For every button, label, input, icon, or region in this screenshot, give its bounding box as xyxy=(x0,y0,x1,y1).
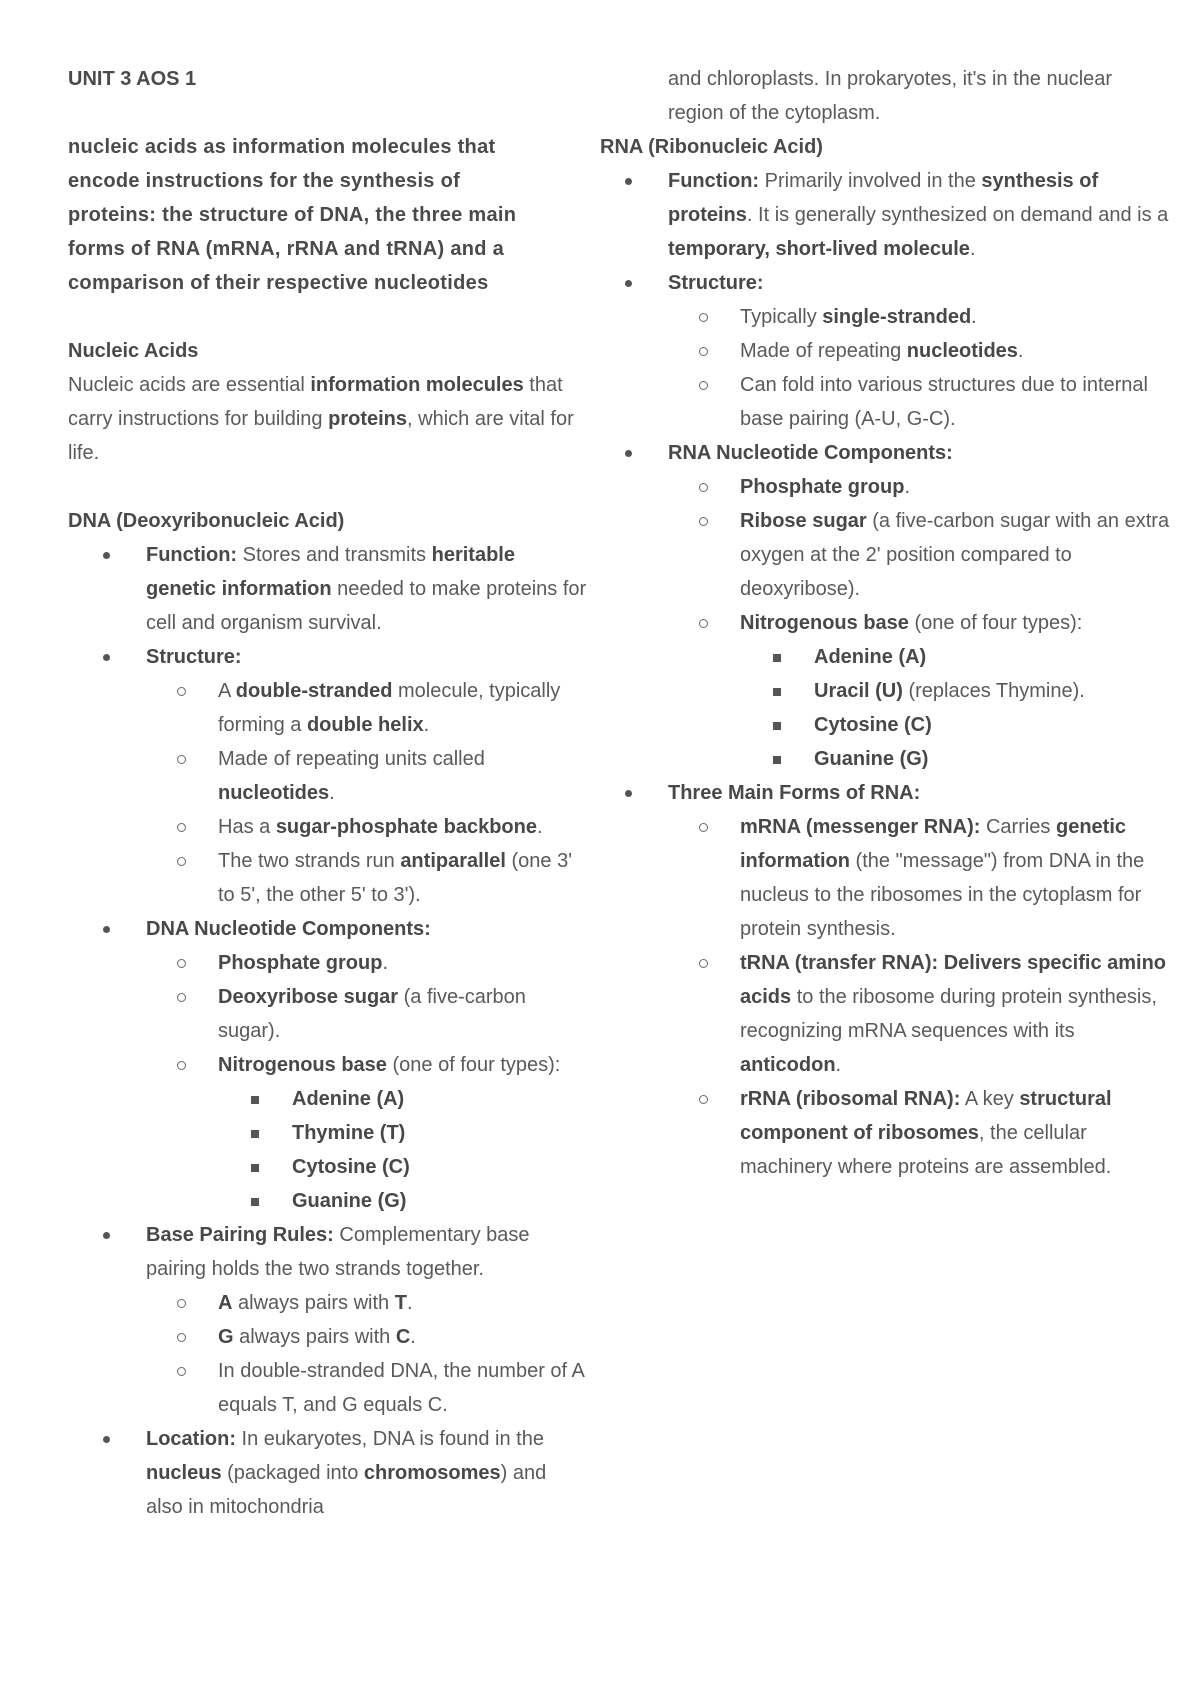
nucleic-acids-heading: Nucleic Acids xyxy=(68,340,199,362)
right-column xyxy=(600,62,1172,1184)
list-item: Can fold into various structures due to internal base pairing (A-U, G-C). xyxy=(590,368,1172,436)
list-item: G always pairs with C. xyxy=(68,1320,588,1354)
rna-components-item: RNA Nucleotide Components: xyxy=(590,436,1172,470)
list-item: Made of repeating nucleotides. xyxy=(590,334,1172,368)
dna-structure-item: Structure: xyxy=(68,640,588,674)
list-item: Nitrogenous base (one of four types): xyxy=(590,606,1172,640)
list-item: Nitrogenous base (one of four types): xyxy=(68,1048,588,1082)
list-item: Adenine (A) xyxy=(68,1082,588,1116)
dna-components-item: DNA Nucleotide Components: xyxy=(68,912,588,946)
list-item: Adenine (A) xyxy=(590,640,1172,674)
dna-list xyxy=(68,538,588,1524)
rrna-item: rRNA (ribosomal RNA): A key structural component of ribosomes, the cellular machinery where proteins are assembled. xyxy=(590,1082,1172,1184)
list-item: The two strands run antiparallel (one 3' to 5', the other 5' to 3'). xyxy=(68,844,588,912)
document-title: UNIT 3 AOS 1 xyxy=(68,68,197,90)
dna-pairing-item: Base Pairing Rules: Complementary base pairing holds the two strands together. xyxy=(68,1218,588,1286)
trna-item: tRNA (transfer RNA): Delivers specific amino acids to the ribosome during protein synthesis, recognizing mRNA sequences with its anticodon. xyxy=(590,946,1172,1082)
document-subtitle: nucleic acids as information molecules that encode instructions for the synthesis of proteins: the structure of DNA, the three main forms of RNA (mRNA, rRNA and tRNA) and a comparison of their respective nucleotides xyxy=(68,136,517,294)
list-item: A always pairs with T. xyxy=(68,1286,588,1320)
list-item: In double-stranded DNA, the number of A equals T, and G equals C. xyxy=(68,1354,588,1422)
dna-heading: DNA (Deoxyribonucleic Acid) xyxy=(68,510,345,532)
list-item: Ribose sugar (a five-carbon sugar with an extra oxygen at the 2' position compared to deoxyribose). xyxy=(590,504,1172,606)
dna-function-item: Function: Stores and transmits heritable genetic information needed to make proteins for cell and organism survival. xyxy=(68,538,588,640)
list-item: Phosphate group. xyxy=(590,470,1172,504)
mrna-item: mRNA (messenger RNA): Carries genetic information (the "message") from DNA in the nucleus to the ribosomes in the cytoplasm for protein synthesis. xyxy=(590,810,1172,946)
rna-list xyxy=(590,164,1172,1184)
rna-function-item: Function: Primarily involved in the synthesis of proteins. It is generally synthesized on demand and is a temporary, short-lived molecule. xyxy=(590,164,1172,266)
list-item: Guanine (G) xyxy=(590,742,1172,776)
list-item: Cytosine (C) xyxy=(590,708,1172,742)
list-item: Phosphate group. xyxy=(68,946,588,980)
list-item: Uracil (U) (replaces Thymine). xyxy=(590,674,1172,708)
rna-structure-item: Structure: xyxy=(590,266,1172,300)
left-column xyxy=(68,62,588,1524)
list-item: Has a sugar-phosphate backbone. xyxy=(68,810,588,844)
dna-location-continued: and chloroplasts. In prokaryotes, it's in the nuclear region of the cytoplasm. xyxy=(668,68,1113,124)
list-item: Thymine (T) xyxy=(68,1116,588,1150)
nucleic-acids-paragraph: Nucleic acids are essential information molecules that carry instructions for building proteins, which are vital for life. xyxy=(68,374,574,464)
list-item: Typically single-stranded. xyxy=(590,300,1172,334)
dna-location-item: Location: In eukaryotes, DNA is found in the nucleus (packaged into chromosomes) and also in mitochondria xyxy=(68,1422,588,1524)
list-item: A double-stranded molecule, typically forming a double helix. xyxy=(68,674,588,742)
list-item: Deoxyribose sugar (a five-carbon sugar). xyxy=(68,980,588,1048)
list-item: Made of repeating units called nucleotides. xyxy=(68,742,588,810)
list-item: Cytosine (C) xyxy=(68,1150,588,1184)
list-item: Guanine (G) xyxy=(68,1184,588,1218)
rna-forms-item: Three Main Forms of RNA: xyxy=(590,776,1172,810)
rna-heading: RNA (Ribonucleic Acid) xyxy=(600,136,823,158)
